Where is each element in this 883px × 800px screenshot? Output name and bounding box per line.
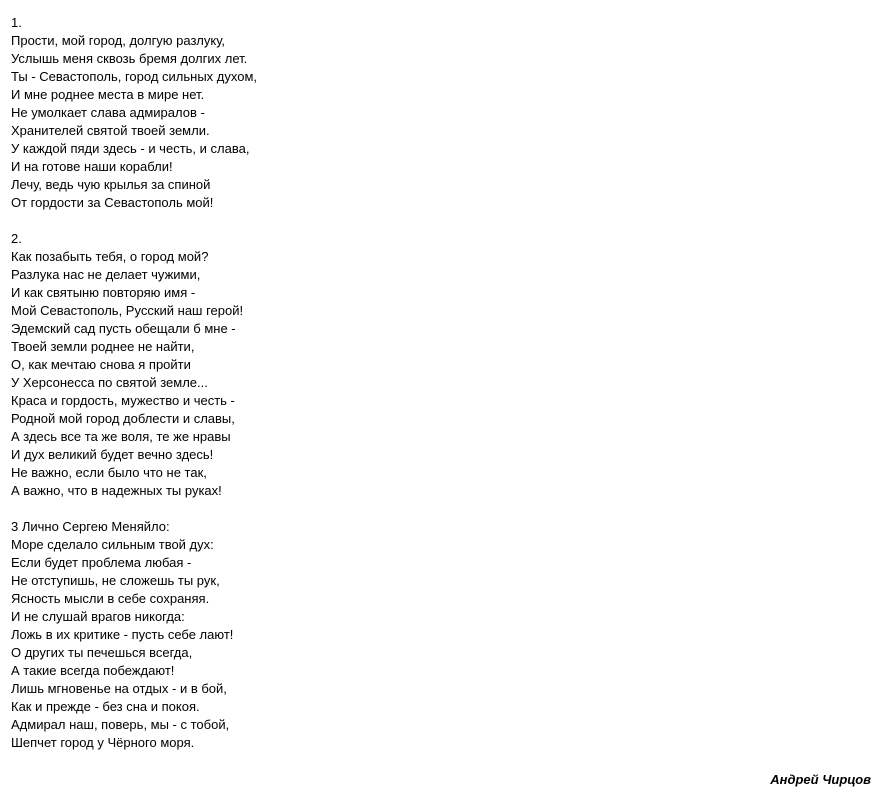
poem-line: А важно, что в надежных ты руках! <box>11 483 222 498</box>
poem-line: Прости, мой город, долгую разлуку, <box>11 33 226 48</box>
poem-line: Лишь мгновенье на отдых - и в бой, <box>11 681 227 696</box>
poem-line: Твоей земли роднее не найти, <box>11 339 195 354</box>
poem-line: О, как мечтаю снова я пройти <box>11 357 191 372</box>
stanza-1 <box>11 14 711 212</box>
poem-line: Ясность мысли в себе сохраняя. <box>11 591 210 606</box>
poem-line: Хранителей святой твоей земли. <box>11 123 210 138</box>
poem-line: Услышь меня сквозь бремя долгих лет. <box>11 51 248 66</box>
stanza-heading: 3 Лично Сергею Меняйло: <box>11 519 170 534</box>
poem-line: Мой Севастополь, Русский наш герой! <box>11 303 244 318</box>
poem-line: От гордости за Севастополь мой! <box>11 195 214 210</box>
poem-line: Родной мой город доблести и славы, <box>11 411 235 426</box>
poem-line: Разлука нас не делает чужими, <box>11 267 201 282</box>
stanza-heading: 2. <box>11 231 22 246</box>
poem-line: И на готове наши корабли! <box>11 159 173 174</box>
stanza-heading: 1. <box>11 15 22 30</box>
poem-line: И мне роднее места в мире нет. <box>11 87 205 102</box>
poem-line: Не важно, если было что не так, <box>11 465 207 480</box>
poem-line: Краса и гордость, мужество и честь - <box>11 393 235 408</box>
poem-line: Море сделало сильным твой дух: <box>11 537 214 552</box>
poem-line: Эдемский сад пусть обещали б мне - <box>11 321 236 336</box>
stanza-3 <box>11 518 711 752</box>
poem-text <box>11 14 711 770</box>
poem-line: У каждой пяди здесь - и честь, и слава, <box>11 141 250 156</box>
poem-line: И как святыню повторяю имя - <box>11 285 196 300</box>
poem-line: Ложь в их критике - пусть себе лают! <box>11 627 234 642</box>
poem-line: И дух великий будет вечно здесь! <box>11 447 214 462</box>
poem-line: Ты - Севастополь, город сильных духом, <box>11 69 258 84</box>
poem-line: Не умолкает слава адмиралов - <box>11 105 205 120</box>
poem-line: Не отступишь, не сложешь ты рук, <box>11 573 220 588</box>
poem-line: Адмирал наш, поверь, мы - с тобой, <box>11 717 230 732</box>
stanza-2 <box>11 230 711 500</box>
poem-line: А такие всегда побеждают! <box>11 663 175 678</box>
poem-line: А здесь все та же воля, те же нравы <box>11 429 231 444</box>
poem-line: Как позабыть тебя, о город мой? <box>11 249 209 264</box>
poem-line: И не слушай врагов никогда: <box>11 609 185 624</box>
poem-line: Как и прежде - без сна и покоя. <box>11 699 200 714</box>
poem-line: Если будет проблема любая - <box>11 555 192 570</box>
poem-line: Лечу, ведь чую крылья за спиной <box>11 177 211 192</box>
poem-line: У Херсонесса по святой земле... <box>11 375 208 390</box>
author-signature: Андрей Чирцов <box>770 772 871 787</box>
poem-line: О других ты печешься всегда, <box>11 645 193 660</box>
poem-line: Шепчет город у Чёрного моря. <box>11 735 195 750</box>
